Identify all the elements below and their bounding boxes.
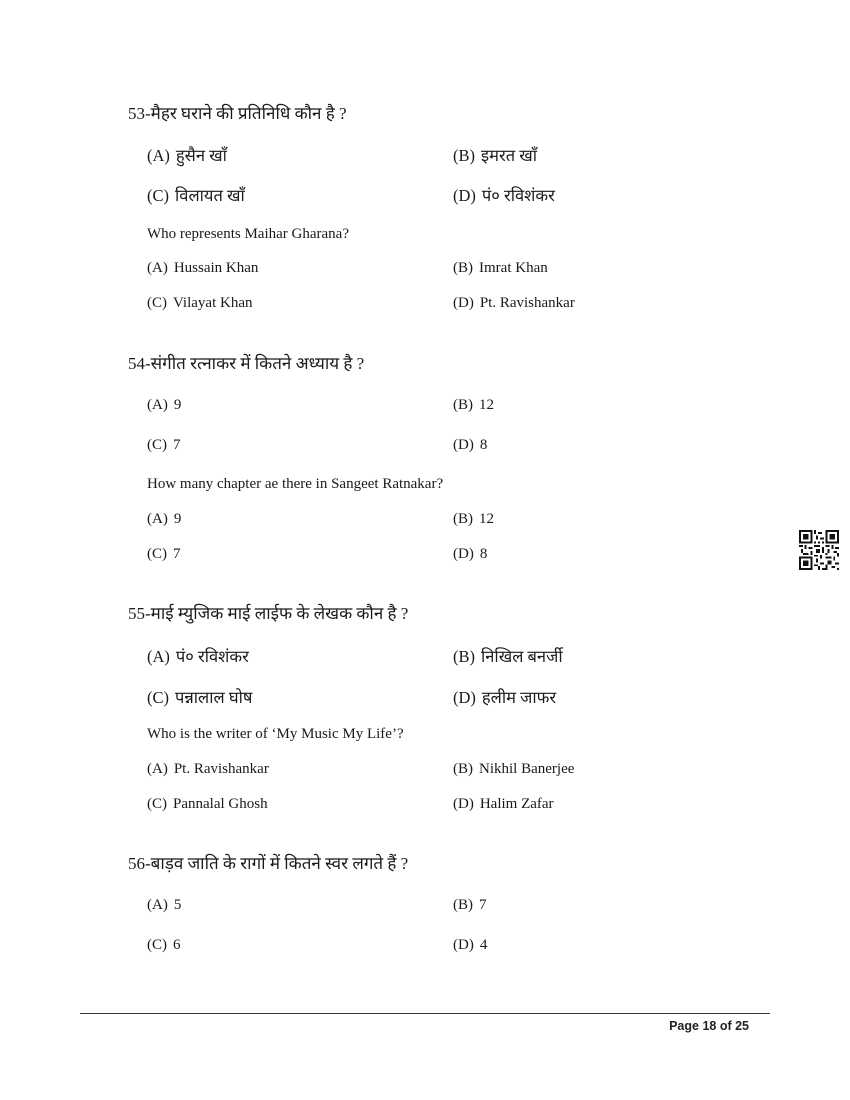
question-53-english: Who represents Maihar Gharana? <box>147 226 349 242</box>
option-label: (C) <box>147 546 167 562</box>
option-label: (B) <box>453 260 473 276</box>
option-text: 6 <box>173 937 181 953</box>
option-d-hindi <box>453 685 556 708</box>
option-text: Hussain Khan <box>173 260 259 276</box>
option-a-hindi <box>147 397 181 414</box>
option-text: Halim Zafar <box>479 796 554 812</box>
qr-code <box>799 530 839 570</box>
option-text: पं० रविशंकर <box>481 186 555 205</box>
option-a-hindi <box>147 897 181 914</box>
option-label: (B) <box>453 397 473 413</box>
question-56-hindi: 56-बाड़व जाति के रागों में कितने स्वर लगते हैं ? <box>128 854 409 873</box>
option-label: (C) <box>147 796 167 812</box>
option-b-hindi <box>453 644 563 667</box>
option-text: 8 <box>479 437 488 453</box>
option-text: पन्नालाल घोष <box>175 688 253 707</box>
option-label: (B) <box>453 897 473 913</box>
option-label: (A) <box>147 146 170 165</box>
option-c-hindi <box>147 183 245 206</box>
option-label: (A) <box>147 761 168 777</box>
question-54-english: How many chapter ae there in Sangeet Ratnakar? <box>147 476 444 492</box>
option-label: (B) <box>453 761 473 777</box>
option-text: हुसैन खाँ <box>175 146 227 165</box>
option-label: (D) <box>453 546 474 562</box>
option-label: (A) <box>147 897 168 913</box>
option-text: 4 <box>479 937 488 953</box>
option-label: (A) <box>147 397 168 413</box>
option-text: Nikhil Banerjee <box>479 761 575 777</box>
option-b-english <box>453 761 574 778</box>
option-text: विलायत खाँ <box>175 186 245 205</box>
option-d-english <box>453 295 575 312</box>
option-b-hindi <box>453 397 494 414</box>
option-label: (A) <box>147 511 168 527</box>
option-text: 8 <box>479 546 488 562</box>
option-b-hindi <box>453 143 537 166</box>
option-d-hindi <box>453 437 487 454</box>
question-53-hindi: 53-मैहर घराने की प्रतिनिधि कौन है ? <box>128 104 347 123</box>
option-label: (B) <box>453 511 473 527</box>
option-c-english <box>147 546 181 563</box>
option-a-english <box>147 761 269 778</box>
option-d-english <box>453 796 554 813</box>
option-a-english <box>147 511 181 528</box>
option-c-hindi <box>147 685 252 708</box>
option-text: 12 <box>479 511 494 527</box>
option-text: 5 <box>173 897 182 913</box>
option-text: Imrat Khan <box>479 260 548 276</box>
page-number: Page 18 of 25 <box>669 1019 749 1033</box>
option-text: 7 <box>479 897 487 913</box>
option-text: Pt. Ravishankar <box>173 761 269 777</box>
option-text: 7 <box>173 546 181 562</box>
option-label: (A) <box>147 647 170 666</box>
option-a-english <box>147 260 258 277</box>
option-label: (D) <box>453 295 474 311</box>
question-55-hindi: 55-माई म्युजिक माई लाईफ के लेखक कौन है ? <box>128 604 409 623</box>
option-text: पं० रविशंकर <box>175 647 249 666</box>
option-label: (D) <box>453 186 476 205</box>
option-label: (D) <box>453 937 474 953</box>
footer-divider <box>80 1013 770 1014</box>
option-b-english <box>453 511 494 528</box>
option-label: (C) <box>147 688 169 707</box>
option-label: (D) <box>453 437 474 453</box>
option-a-hindi <box>147 143 227 166</box>
option-text: हलीम जाफर <box>481 688 557 707</box>
option-text: 12 <box>479 397 494 413</box>
option-label: (D) <box>453 688 476 707</box>
option-text: Pt. Ravishankar <box>479 295 575 311</box>
option-c-english <box>147 796 268 813</box>
option-c-hindi <box>147 937 181 954</box>
option-text: निखिल बनर्जी <box>481 647 563 666</box>
option-label: (C) <box>147 295 167 311</box>
option-text: 9 <box>173 397 182 413</box>
option-label: (A) <box>147 260 168 276</box>
option-text: 9 <box>173 511 182 527</box>
option-label: (B) <box>453 647 475 666</box>
option-label: (B) <box>453 146 475 165</box>
option-label: (D) <box>453 796 474 812</box>
option-label: (C) <box>147 437 167 453</box>
option-label: (C) <box>147 937 167 953</box>
question-55-english: Who is the writer of ‘My Music My Life’? <box>147 726 404 742</box>
option-text: इमरत खाँ <box>481 146 538 165</box>
option-d-hindi <box>453 183 555 206</box>
option-text: Vilayat Khan <box>173 295 253 311</box>
option-c-english <box>147 295 253 312</box>
option-text: 7 <box>173 437 181 453</box>
option-c-hindi <box>147 437 181 454</box>
option-b-english <box>453 260 548 277</box>
option-b-hindi <box>453 897 487 914</box>
option-d-hindi <box>453 937 487 954</box>
option-a-hindi <box>147 644 249 667</box>
option-label: (C) <box>147 186 169 205</box>
question-54-hindi: 54-संगीत रत्नाकर में कितने अध्याय है ? <box>128 354 365 373</box>
option-d-english <box>453 546 487 563</box>
option-text: Pannalal Ghosh <box>173 796 268 812</box>
